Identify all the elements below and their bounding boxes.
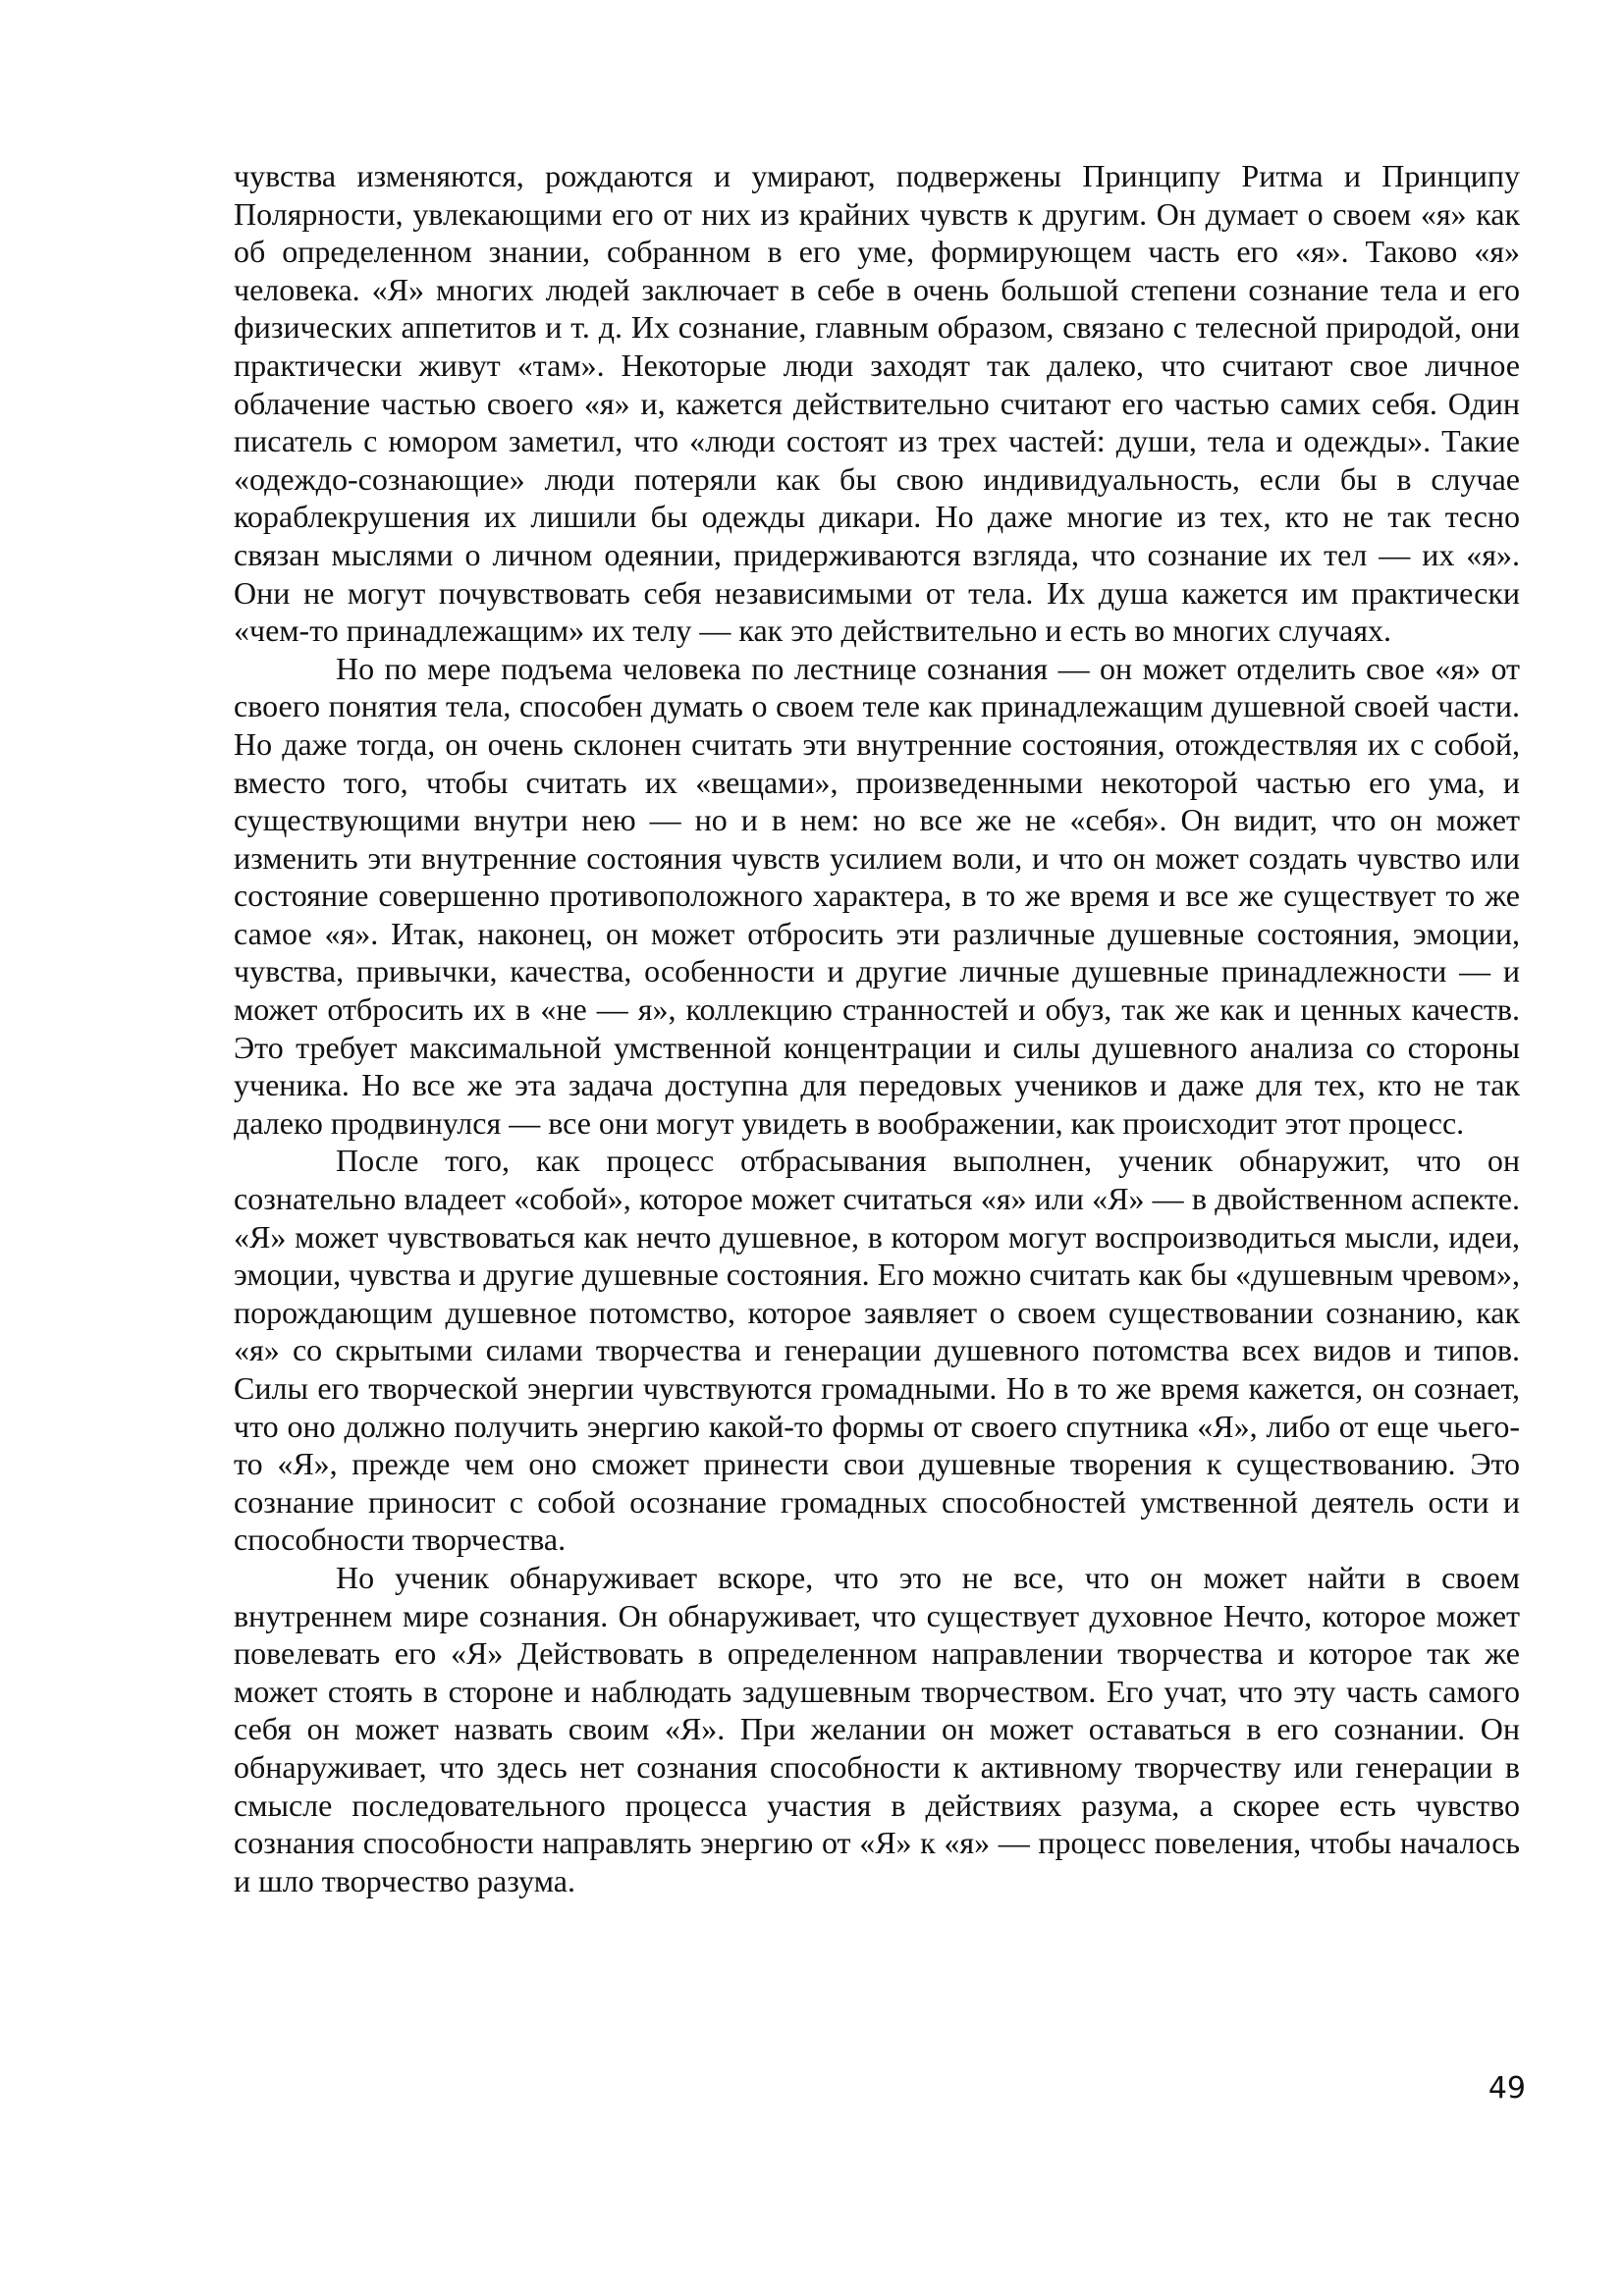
paragraph: После того, как процесс отбрасывания выполнен, ученик обнаружит, что он сознательно владеет «собой», которое может считаться «я» или «Я» — в двойственном аспекте. «Я» может чувствоваться как нечто душевное, в котором могут воспроизводиться мысли, идеи, эмоции, чувства и другие душевные состояния. Его можно считать как бы «душевным чревом», порождающим душевное потомство, которое заявляет о своем существовании сознанию, как «я» со скрытыми силами творчества и генерации душевного потомства всех видов и типов. Силы его творческой энергии чувствуются громадными. Но в то же время кажется, он сознает, что оно должно получить энергию какой-то формы от своего спутника «Я», либо от еще чьего-то «Я», прежде чем оно сможет принести свои душевные творения к существованию. Это сознание приносит с собой осознание громадных способностей умственной деятель ости и способности творчества.: [234, 1143, 1520, 1558]
paragraph-continuation: чувства изменяются, рождаются и умирают, подвержены Принципу Ритма и Принципу Полярности, увлекающими его от них из крайних чувств к другим. Он думает о своем «я» как об определенном знании, собранном в его уме, формирующем часть его «я». Таково «я» человека. «Я» многих людей заключает в себе в очень большой степени сознание тела и его физических аппетитов и т. д. Их сознание, главным образом, связано с телесной природой, они практически живут «там». Некоторые люди заходят так далеко, что считают свое личное облачение частью своего «я» и, кажется действительно считают его частью самих себя. Один писатель с юмором заметил, что «люди состоят из трех частей: души, тела и одежды». Такие «одеждо-сознающие» люди потеряли как бы свою индивидуальность, если бы в случае кораблекрушения их лишили бы одежды дикари. Но даже многие из тех, кто не так тесно связан мыслями о личном одеянии, придерживаются взгляда, что сознание их тел — их «я». Они не могут почувствовать себя независимыми от тела. Их душа кажется им практически «чем-то принадлежащим» их телу — как это действительно и есть во многих случаях.: [234, 158, 1520, 649]
paragraph: Но по мере подъема человека по лестнице сознания — он может отделить свое «я» от своего понятия тела, способен думать о своем теле как принадлежащим душевной своей части. Но даже тогда, он очень склонен считать эти внутренние состояния, отождествляя их с собой, вместо того, чтобы считать их «вещами», произведенными некоторой частью его ума, и существующими внутри нею — но и в нем: но все же не «себя». Он видит, что он может изменить эти внутренние состояния чувств усилием воли, и что он может создать чувство или состояние совершенно противоположного характера, в то же время и все же существует то же самое «я». Итак, наконец, он может отбросить эти различные душевные состояния, эмоции, чувства, привычки, качества, особенности и другие личные душевные принадлежности — и может отбросить их в «не — я», коллекцию странностей и обуз, так же как и ценных качеств. Это требует максимальной умственной концентрации и силы душевного анализа со стороны ученика. Но все же эта задача доступна для передовых учеников и даже для тех, кто не так далеко продвинулся — все они могут увидеть в воображении, как происходит этот процесс.: [234, 650, 1520, 1141]
paragraph: Но ученик обнаруживает вскоре, что это не все, что он может найти в своем внутреннем мире сознания. Он обнаруживает, что существует духовное Нечто, которое может повелевать его «Я» Действовать в определенном направлении творчества и которое так же может стоять в стороне и наблюдать задушевным творчеством. Его учат, что эту часть самого себя он может назвать своим «Я». При желании он может оставаться в его сознании. Он обнаруживает, что здесь нет сознания способности к активному творчеству или генерации в смысле последовательного процесса участия в действиях разума, а скорее есть чувство сознания способности направлять энергию от «Я» к «я» — процесс повеления, чтобы началось и шло творчество разума.: [234, 1559, 1520, 1898]
body-text: [234, 157, 1520, 1899]
page-number: 49: [1488, 2071, 1526, 2106]
